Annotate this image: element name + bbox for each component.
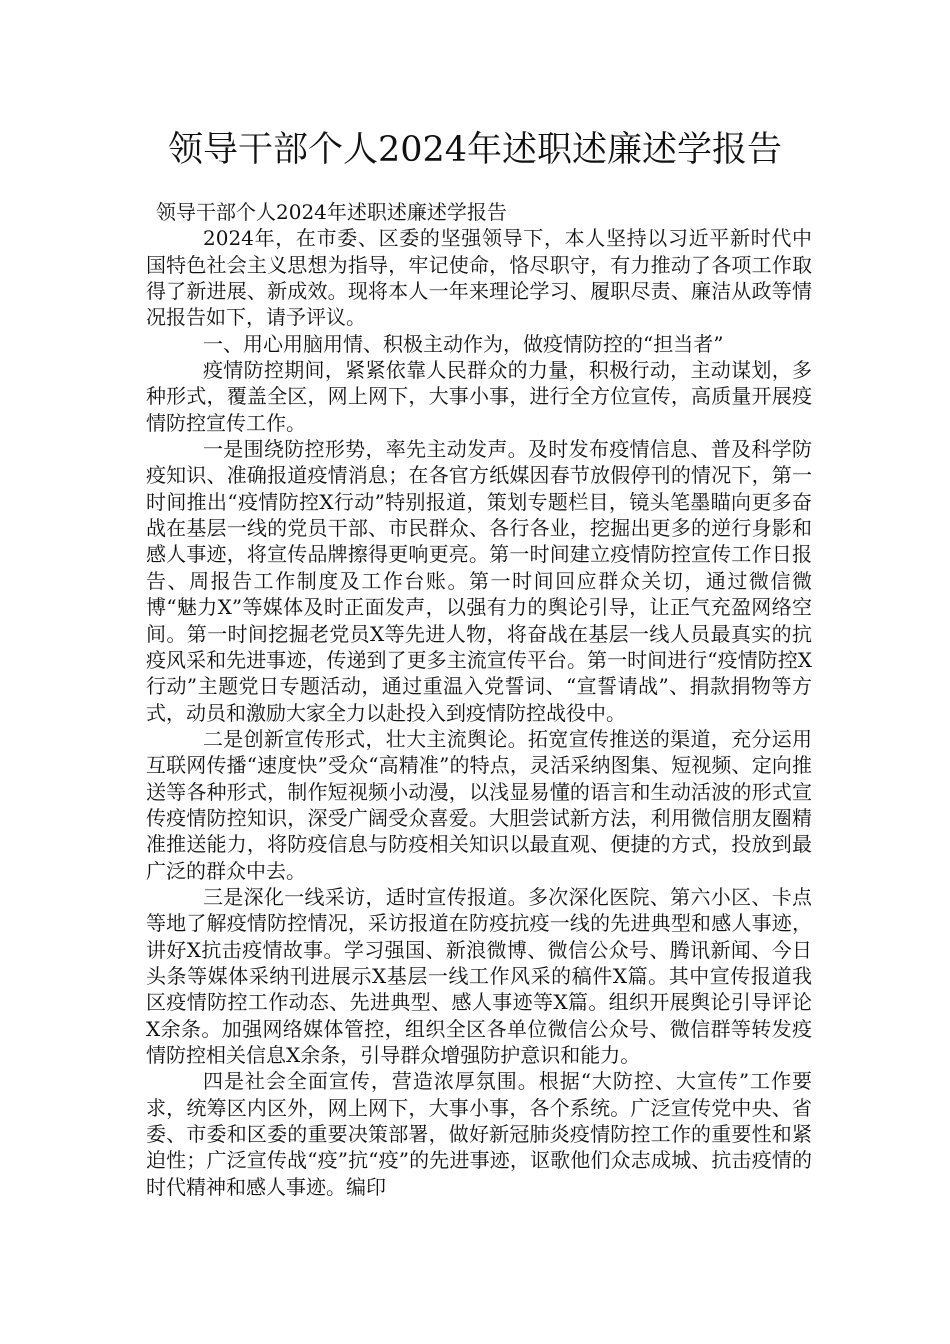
document-subtitle: 领导干部个人2024年述职述廉述学报告 xyxy=(156,200,507,224)
paragraph-point-2: 二是创新宣传形式，壮大主流舆论。拓宽宣传推送的渠道，充分运用互联网传播“速度快”受众“高精准”的特点，灵活采纳图集、短视频、定向推送等各种形式，制作短视频小动漫，以浅显易懂的语言和生动活波的形式宣传疫情防控知识，深受广阔受众喜爱。大胆尝试新方法，利用微信朋友圈精准推送能力，将防疫信息与防疫相关知识以最直观、便捷的方式，投放到最广泛的群众中去。 xyxy=(146,726,812,883)
paragraph-intro: 2024年，在市委、区委的坚强领导下，本人坚持以习近平新时代中国特色社会主义思想为指导，牢记使命，恪尽职守，有力推动了各项工作取得了新进展、新成效。现将本人一年来理论学习、履职尽责、廉洁从政等情况报告如下，请予评议。 xyxy=(146,226,812,330)
document-title: 领导干部个人2024年述职述廉述学报告 xyxy=(167,130,783,170)
section-heading-1: 一、用心用脑用情、积极主动作为，做疫情防控的“担当者” xyxy=(203,331,724,356)
paragraph-point-3: 三是深化一线采访，适时宣传报道。多次深化医院、第六小区、卡点等地了解疫情防控情况，采访报道在防疫抗疫一线的先进典型和感人事迹，讲好X抗击疫情故事。学习强国、新浪微博、微信公众号、腾讯新闻、今日头条等媒体采纳刊进展示X基层一线工作风采的稿件X篇。其中宣传报道我区疫情防控工作动态、先进典型、感人事迹等X篇。组织开展舆论引导评论X余条。加强网络媒体管控，组织全区各单位微信公众号、微信群等转发疫情防控相关信息X余条，引导群众增强防护意识和能力。 xyxy=(146,884,812,1067)
paragraph-point-1: 一是围绕防控形势，率先主动发声。及时发布疫情信息、普及科学防疫知识、准确报道疫情消息；在各官方纸媒因春节放假停刊的情况下，第一时间推出“疫情防控X行动”特别报道，策划专题栏目，镜头笔墨瞄向更多奋战在基层一线的党员干部、市民群众、各行各业，挖掘出更多的逆行身影和感人事迹，将宣传品牌擦得更响更亮。第一时间建立疫情防控宣传工作日报告、周报告工作制度及工作台账。第一时间回应群众关切，通过微信微博“魅力X”等媒体及时正面发声，以强有力的舆论引导，让正气充盈网络空间。第一时间挖掘老党员X等先进人物，将奋战在基层一线人员最真实的抗疫风采和先进事迹，传递到了更多主流宣传平台。第一时间进行“疫情防控X行动”主题党日专题活动，通过重温入党誓词、“宣誓请战”、捐款捐物等方式，动员和激励大家全力以赴投入到疫情防控战役中。 xyxy=(146,437,812,725)
paragraph-section-1-intro: 疫情防控期间，紧紧依靠人民群众的力量，积极行动，主动谋划，多种形式，覆盖全区，网上网下，大事小事，进行全方位宣传，高质量开展疫情防控宣传工作。 xyxy=(146,358,812,435)
document-body xyxy=(146,199,812,1200)
paragraph-point-4: 四是社会全面宣传，营造浓厚氛围。根据“大防控、大宣传”工作要求，统筹区内区外，网上网下，大事小事，各个系统。广泛宣传党中央、省委、市委和区委的重要决策部署，做好新冠肺炎疫情防控工作的重要性和紧迫性；广泛宣传战“疫”抗“疫”的先进事迹，讴歌他们众志成城、抗击疫情的时代精神和感人事迹。编印 xyxy=(146,1069,812,1199)
